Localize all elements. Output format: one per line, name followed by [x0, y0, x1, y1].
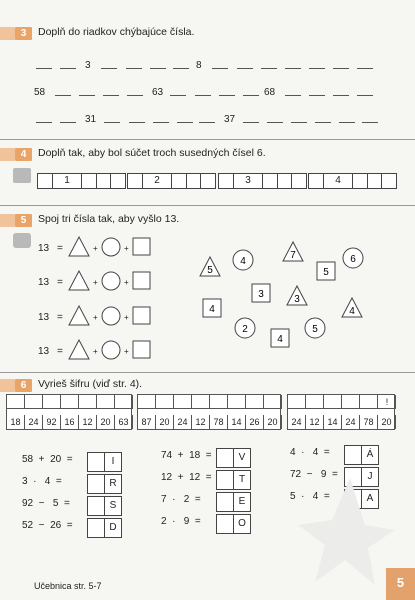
cipher-answer-cell[interactable] — [360, 395, 378, 409]
cipher-number: 24 — [25, 415, 43, 429]
task-3-badge: 3 — [15, 27, 32, 40]
cipher-equation: 2 · 9 = — [161, 516, 201, 527]
grid-cell[interactable] — [308, 173, 324, 189]
given-number: 63 — [152, 87, 164, 98]
blank-line[interactable] — [170, 95, 186, 96]
plus-sign: + — [124, 244, 129, 253]
cipher-group — [287, 394, 395, 430]
cipher-number: 12 — [79, 415, 97, 429]
cipher-number: 12 — [306, 415, 324, 429]
blank-line[interactable] — [126, 68, 142, 69]
cipher-equation: 52 − 26 = — [22, 520, 73, 531]
cipher-group — [137, 394, 281, 430]
cipher-number: 20 — [378, 415, 396, 429]
task-4-title: Doplň tak, aby bol súčet troch susedných čísel 6. — [38, 147, 266, 159]
answer-box[interactable] — [216, 492, 234, 512]
cipher-letter: A — [361, 489, 379, 509]
blank-line[interactable] — [212, 68, 228, 69]
blank-line[interactable] — [101, 68, 117, 69]
blank-line[interactable] — [291, 122, 307, 123]
task-3-title: Doplň do riadkov chýbajúce čísla. — [38, 26, 195, 38]
blank-line[interactable] — [60, 68, 76, 69]
blank-line[interactable] — [309, 68, 325, 69]
blank-line[interactable] — [177, 122, 193, 123]
blank-line[interactable] — [237, 68, 253, 69]
equation-sum: 13 — [38, 312, 50, 323]
cipher-number: 78 — [360, 415, 378, 429]
grid-cell[interactable] — [96, 173, 111, 189]
cipher-equation: 72 − 9 = — [290, 469, 338, 480]
grid-cell[interactable] — [291, 173, 307, 189]
blank-line[interactable] — [285, 68, 301, 69]
blank-line[interactable] — [243, 95, 259, 96]
cipher-equation: 3 · 4 = — [22, 476, 62, 487]
cipher-answer-cell[interactable] — [7, 395, 25, 409]
answer-box[interactable] — [87, 474, 105, 494]
cipher-equation: 58 + 20 = — [22, 454, 73, 465]
divider — [0, 205, 415, 206]
equals-sign: = — [57, 277, 63, 288]
equals-sign: = — [57, 243, 63, 254]
plus-sign: + — [124, 347, 129, 356]
equation-sum: 13 — [38, 346, 50, 357]
cipher-number: 18 — [7, 415, 25, 429]
cipher-answer-cell[interactable] — [25, 395, 43, 409]
task-4-badge: 4 — [15, 148, 32, 161]
cipher-answer-cell[interactable] — [138, 395, 156, 409]
given-number: 58 — [34, 87, 46, 98]
cipher-number: 78 — [210, 415, 228, 429]
cipher-number: 24 — [342, 415, 360, 429]
given-number: 8 — [196, 60, 202, 71]
blank-line[interactable] — [173, 68, 189, 69]
grid-cell[interactable] — [186, 173, 201, 189]
cipher-number: 20 — [264, 415, 282, 429]
cipher-answer-cell[interactable] — [79, 395, 97, 409]
plus-sign: + — [124, 278, 129, 287]
blank-line[interactable] — [60, 122, 76, 123]
shape-number: 5 — [312, 324, 318, 335]
shapes-board — [190, 236, 390, 371]
cipher-answer-cell[interactable] — [97, 395, 115, 409]
cipher-letter: V — [233, 448, 251, 468]
footer-reference: Učebnica str. 5-7 — [34, 581, 102, 591]
shape-number: 3 — [294, 294, 300, 305]
cipher-answer-cell[interactable] — [43, 395, 61, 409]
cipher-number: 14 — [324, 415, 342, 429]
divider — [0, 139, 415, 140]
grid-cell[interactable] — [367, 173, 382, 189]
cipher-equation: 7 · 2 = — [161, 494, 201, 505]
page-number: 5 — [386, 568, 415, 600]
blank-line[interactable] — [55, 95, 71, 96]
cipher-number: 87 — [138, 415, 156, 429]
plus-sign: + — [93, 278, 98, 287]
shape-number: 4 — [209, 304, 215, 315]
grid-cell: 1 — [52, 173, 82, 189]
cipher-number: 20 — [156, 415, 174, 429]
task-6-badge: 6 — [15, 379, 32, 392]
shape-number: 4 — [240, 256, 246, 267]
given-number: 37 — [224, 114, 236, 125]
blank-line[interactable] — [285, 95, 301, 96]
cipher-letter: E — [233, 492, 251, 512]
cipher-letter: J — [361, 467, 379, 487]
blank-line[interactable] — [339, 122, 355, 123]
cipher-answer-cell[interactable] — [306, 395, 324, 409]
answer-box[interactable] — [87, 452, 105, 472]
cipher-answer-cell[interactable] — [324, 395, 342, 409]
cipher-number: 92 — [43, 415, 61, 429]
cipher-answer-cell[interactable] — [192, 395, 210, 409]
grid-cell[interactable] — [127, 173, 143, 189]
blank-line[interactable] — [153, 122, 169, 123]
blank-line[interactable] — [150, 68, 166, 69]
grid-cell[interactable] — [37, 173, 53, 189]
answer-box[interactable] — [216, 448, 234, 468]
given-number: 31 — [85, 114, 97, 125]
grid-cell[interactable] — [352, 173, 368, 189]
cipher-answer-cell[interactable] — [115, 395, 133, 409]
shape-slots[interactable] — [66, 305, 161, 327]
shape-number: 7 — [290, 250, 296, 261]
blank-line[interactable] — [36, 122, 52, 123]
blank-line[interactable] — [199, 122, 215, 123]
cipher-letter: Á — [361, 445, 379, 465]
shape-number: 6 — [350, 254, 356, 265]
cipher-answer-cell[interactable] — [61, 395, 79, 409]
grid-cell[interactable] — [381, 173, 397, 189]
grid-cell[interactable] — [262, 173, 278, 189]
answer-box[interactable] — [216, 514, 234, 534]
cipher-number: 12 — [192, 415, 210, 429]
blank-line[interactable] — [357, 95, 373, 96]
blank-line[interactable] — [267, 122, 283, 123]
cipher-letter: S — [104, 496, 122, 516]
answer-box[interactable] — [344, 445, 362, 465]
cipher-letter: T — [233, 470, 251, 490]
grid-cell[interactable] — [110, 173, 126, 189]
blank-line[interactable] — [362, 122, 378, 123]
cipher-equation: 12 + 12 = — [161, 472, 212, 483]
dice-icon — [13, 168, 31, 183]
blank-line[interactable] — [309, 95, 325, 96]
plus-sign: + — [93, 347, 98, 356]
task-5-title: Spoj tri čísla tak, aby vyšlo 13. — [38, 213, 180, 225]
cipher-letter: R — [104, 474, 122, 494]
blank-line[interactable] — [219, 95, 235, 96]
watermark-star — [290, 470, 400, 590]
task-5-badge: 5 — [15, 214, 32, 227]
blank-line[interactable] — [333, 95, 349, 96]
blank-line[interactable] — [79, 95, 95, 96]
blank-line[interactable] — [315, 122, 331, 123]
task-6-title: Vyrieš šifru (viď str. 4). — [38, 378, 143, 390]
shape-number: 5 — [323, 267, 329, 278]
cipher-answer-cell[interactable] — [156, 395, 174, 409]
grid-cell: 4 — [323, 173, 353, 189]
blank-line[interactable] — [243, 122, 259, 123]
shape-number: 3 — [258, 289, 264, 300]
shapes-icon — [13, 233, 31, 248]
divider — [0, 372, 415, 373]
cipher-letter: D — [104, 518, 122, 538]
blank-line[interactable] — [129, 122, 145, 123]
plus-sign: + — [93, 313, 98, 322]
cipher-group — [6, 394, 132, 430]
plus-sign: + — [93, 244, 98, 253]
equation-sum: 13 — [38, 243, 50, 254]
shape-number: 4 — [349, 306, 355, 317]
cipher-number: 20 — [97, 415, 115, 429]
grid-cell[interactable] — [171, 173, 187, 189]
grid-cell[interactable] — [200, 173, 216, 189]
answer-box[interactable] — [87, 518, 105, 538]
blank-line[interactable] — [103, 95, 119, 96]
shape-slots[interactable] — [66, 339, 161, 361]
cipher-equation: 92 − 5 = — [22, 498, 70, 509]
blank-line[interactable] — [195, 95, 211, 96]
blank-line[interactable] — [357, 68, 373, 69]
answer-box[interactable] — [87, 496, 105, 516]
grid-cell: 2 — [142, 173, 172, 189]
equation-sum: 13 — [38, 277, 50, 288]
cipher-letter: I — [104, 452, 122, 472]
cipher-letter: O — [233, 514, 251, 534]
shape-number: 2 — [242, 324, 248, 335]
shape-number: 5 — [207, 265, 213, 276]
grid-cell[interactable] — [277, 173, 292, 189]
cipher-equation: 74 + 18 = — [161, 450, 212, 461]
cipher-answer-cell[interactable] — [174, 395, 192, 409]
blank-line[interactable] — [333, 68, 349, 69]
given-number: 3 — [85, 60, 91, 71]
cipher-number: 24 — [288, 415, 306, 429]
blank-line[interactable] — [104, 122, 120, 123]
cipher-number: 16 — [61, 415, 79, 429]
cipher-equation: 4 · 4 = — [290, 447, 330, 458]
cipher-answer-cell[interactable] — [342, 395, 360, 409]
exclaim-mark: ! — [385, 397, 389, 407]
blank-line[interactable] — [36, 68, 52, 69]
cipher-answer-cell[interactable] — [264, 395, 282, 409]
cipher-equation: 5 · 4 = — [290, 491, 330, 502]
shape-slots[interactable] — [66, 236, 161, 258]
cipher-answer-cell[interactable] — [288, 395, 306, 409]
cipher-number: 24 — [174, 415, 192, 429]
cipher-number: 26 — [246, 415, 264, 429]
grid-cell[interactable] — [218, 173, 234, 189]
grid-cell: 3 — [233, 173, 263, 189]
cipher-number: 14 — [228, 415, 246, 429]
equals-sign: = — [57, 312, 63, 323]
plus-sign: + — [124, 313, 129, 322]
grid-cell[interactable] — [81, 173, 97, 189]
shape-number: 4 — [277, 334, 283, 345]
cipher-answer-cell[interactable] — [246, 395, 264, 409]
cipher-answer-cell[interactable] — [210, 395, 228, 409]
blank-line[interactable] — [127, 95, 143, 96]
shape-slots[interactable] — [66, 270, 161, 292]
given-number: 68 — [264, 87, 276, 98]
cipher-answer-cell[interactable] — [228, 395, 246, 409]
answer-box[interactable] — [216, 470, 234, 490]
cipher-number: 63 — [115, 415, 133, 429]
blank-line[interactable] — [261, 68, 277, 69]
equals-sign: = — [57, 346, 63, 357]
